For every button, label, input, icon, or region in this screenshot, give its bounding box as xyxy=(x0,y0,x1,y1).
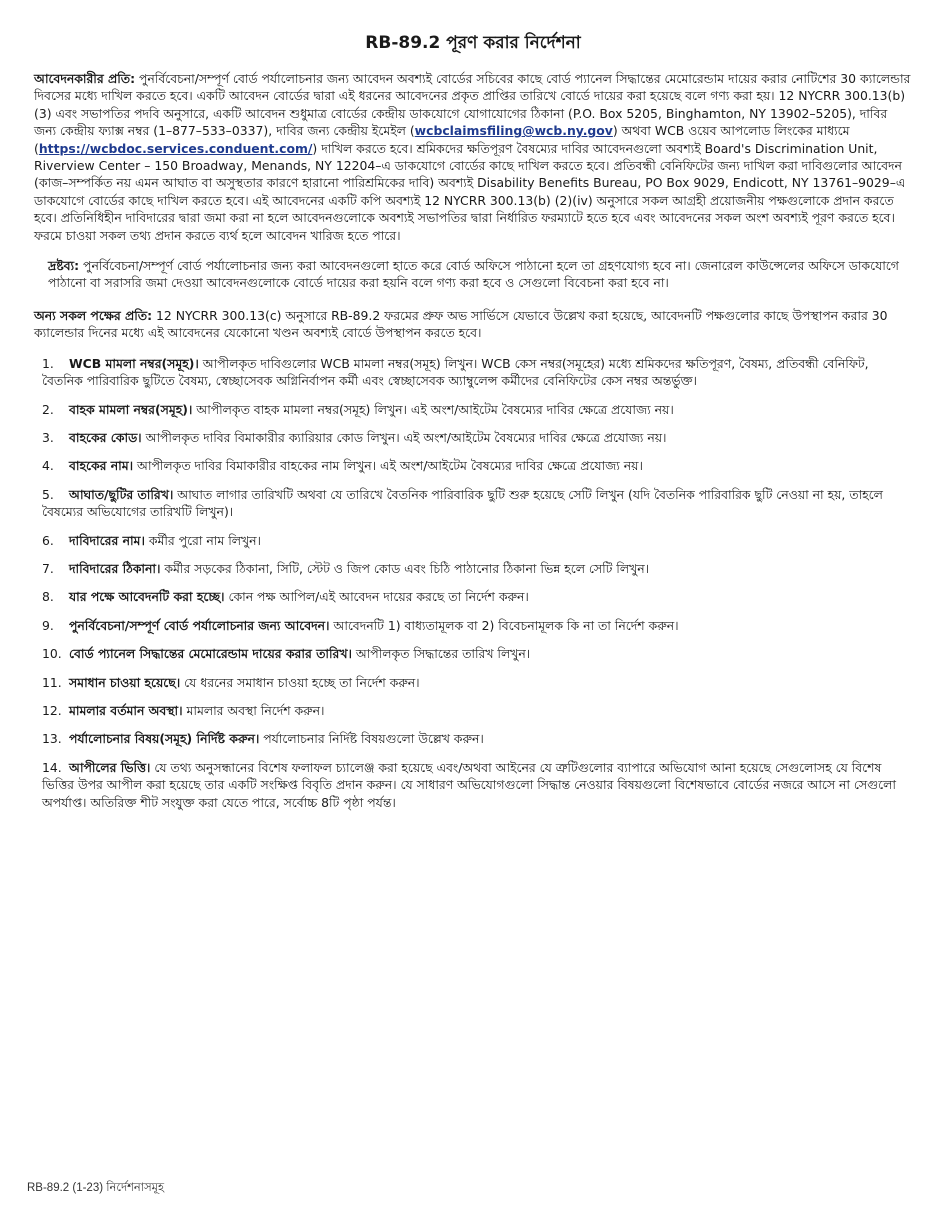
page-footer: RB-89.2 (1-23) নির্দেশনাসমূহ xyxy=(27,1182,165,1194)
list-item xyxy=(42,759,912,811)
item-text: আপীলকৃত দাবির বিমাকারীর ক্যারিয়ার কোড লিখুন। এই অংশ/আইটেম বৈষম্যের দাবির ক্ষেত্রে প্রযোজ্য নয়। xyxy=(141,429,667,445)
other-parties-paragraph xyxy=(34,307,912,342)
item-number: 7. xyxy=(42,560,54,576)
item-label: সমাধান চাওয়া হয়েছে। xyxy=(69,674,181,690)
item-number: 3. xyxy=(42,429,54,445)
list-item xyxy=(42,702,912,719)
email-link[interactable]: wcbclaimsfiling@wcb.ny.gov xyxy=(414,123,613,139)
instructions-page xyxy=(34,30,912,822)
item-text: আপীলকৃত দাবির বিমাকারীর বাহকের নাম লিখুন। এই অংশ/আইটেম বৈষম্যের দাবির ক্ষেত্রে প্রযোজ্য নয়। xyxy=(133,458,643,474)
upload-link[interactable]: https://wcbdoc.services.conduent.com/ xyxy=(38,140,313,156)
item-number: 2. xyxy=(42,401,54,417)
applicant-paragraph xyxy=(34,70,912,244)
item-number: 1. xyxy=(42,355,54,371)
item-number: 11. xyxy=(42,674,62,690)
item-label: পুনর্বিবেচনা/সম্পূর্ণ বোর্ড পর্যালোচনার জন্য আবেদন। xyxy=(69,617,330,633)
item-text: আপীলকৃত দাবিগুলোর WCB মামলা নম্বর(সমূহ) লিখুন। WCB কেস নম্বর(সমূহের) মধ্যে শ্রমিকদের ক্ষতিপূরণ, বৈষম্য, প্রতিবন্ধী বেনিফিট, বৈতনিক পারিবারিক ছুটিতে বৈষম্য, স্বেচ্ছাসেবক অগ্নিনির্বাপন কর্মী এবং স্বেচ্ছাসেবক অ্যাম্বুলেন্স কর্মীদের বেনিফিটের কেস নম্বর অন্তর্ভুক্ত। xyxy=(42,355,869,389)
list-item xyxy=(42,617,912,634)
applicant-text-b: ) অথবা WCB ওয়েব আপলোড লিংকের মাধ্যমে ( xyxy=(34,123,850,156)
note-text: পুনর্বিবেচনা/সম্পূর্ণ বোর্ড পর্যালোচনার জন্য করা আবেদনগুলো হাতে করে বোর্ড অফিসে পাঠানো হলে তা গ্রহণযোগ্য হবে না। জেনারেল কাউন্সেলের অফিসে ডাকযোগে পাঠানো বা সরাসরি জমা দেওয়া আবেদনগুলোকে বোর্ডে দায়ের করা হয়নি বলে গণ্য করা হবে ও সেগুলো বিবেচনা করা হবে না। xyxy=(48,258,899,291)
list-item xyxy=(42,429,912,446)
item-label: আঘাত/ছুটির তারিখ। xyxy=(69,486,174,502)
note-paragraph xyxy=(48,257,912,292)
list-item xyxy=(42,645,912,662)
item-number: 5. xyxy=(42,486,54,502)
item-label: দাবিদারের ঠিকানা। xyxy=(69,560,161,576)
item-label: বাহক মামলা নম্বর(সমূহ)। xyxy=(69,401,193,417)
list-item xyxy=(42,457,912,474)
page-title: RB-89.2 পূরণ করার নির্দেশনা xyxy=(365,33,581,53)
list-item xyxy=(42,674,912,691)
item-text: আপীলকৃত বাহক মামলা নম্বর(সমূহ) লিখুন। এই অংশ/আইটেম বৈষম্যের দাবির ক্ষেত্রে প্রযোজ্য নয়। xyxy=(192,401,674,417)
list-item xyxy=(42,730,912,747)
item-label: বাহকের নাম। xyxy=(69,458,134,474)
other-parties-label: অন্য সকল পক্ষের প্রতি: xyxy=(34,307,153,323)
item-text: কোন পক্ষ আপিল/এই আবেদন দায়ের করছে তা নির্দেশ করুন। xyxy=(224,589,529,605)
item-number: 13. xyxy=(42,731,62,747)
applicant-text-a: পুনর্বিবেচনা/সম্পূর্ণ বোর্ড পর্যালোচনার জন্য আবেদন অবশ্যই বোর্ডের সচিবের কাছে বোর্ড প্যানেল সিদ্ধান্তের মেমোরেন্ডাম দায়ের করার নোটিশের 30 ক্যালেন্ডার দিবসের মধ্যে দাখিল করতে হবে। একটি আবেদন বোর্ডের দ্বারা এই ধরনের আবেদনের প্রকৃত প্রাপ্তির তারিখে বোর্ডে দায়ের করা হয়েছে বলে গণ্য করা হয়। 12 NYCRR 300.13(b)(3) এবং সভাপতির পদবি অনুসারে, একটি আবেদন শুধুমাত্র বোর্ডের কেন্দ্রীয় ডাকযোগে যোগাযোগের ঠিকানা (P.O. Box 5205, Binghamton, NY 13902–5205), দাবির জন্য কেন্দ্রীয় ফ্যাক্স নম্বর (1–877–533–0337), দাবির জন্য কেন্দ্রীয় ইমেইল ( xyxy=(34,71,911,139)
item-label: বাহকের কোড। xyxy=(69,429,142,445)
item-label: বোর্ড প্যানেল সিদ্ধান্তের মেমোরেন্ডাম দায়ের করার তারিখ। xyxy=(69,646,352,662)
item-text: কর্মীর সড়কের ঠিকানা, সিটি, স্টেট ও জিপ কোড এবং চিঠি পাঠানোর ঠিকানা ভিন্ন হলে সেটি লিখুন। xyxy=(160,560,650,576)
item-number: 9. xyxy=(42,617,54,633)
item-number: 4. xyxy=(42,458,54,474)
item-label: আপীলের ভিত্তি। xyxy=(69,759,151,775)
list-item xyxy=(42,588,912,605)
item-text: মামলার অবস্থা নির্দেশ করুন। xyxy=(182,702,325,718)
list-item xyxy=(42,560,912,577)
item-text: আবেদনটি 1) বাধ্যতামূলক বা 2) বিবেচনামূলক কি না তা নির্দেশ করুন। xyxy=(329,617,679,633)
list-item xyxy=(42,532,912,549)
item-number: 6. xyxy=(42,532,54,548)
item-text: যে ধরনের সমাধান চাওয়া হচ্ছে তা নির্দেশ করুন। xyxy=(180,674,420,690)
item-label: দাবিদারের নাম। xyxy=(69,532,145,548)
instruction-list xyxy=(34,355,912,811)
item-text: যে তথ্য অনুসন্ধানের বিশেষ ফলাফল চ্যালেঞ্জ করা হয়েছে এবং/অথবা আইনের যে ত্রুটিগুলোর ব্যাপারে অভিযোগ আনা হয়েছে সেগুলোসহ যে বিশেষ ভিত্তির উপর আপীল করা হয়েছে তার একটি সংক্ষিপ্ত বিবৃতি প্রদান করুন। যে সাধারণ অভিযোগগুলো সিদ্ধান্ত নেওয়ার বিষয়গুলো বিশেষভাবে বোর্ডের নজরে আসে না সেগুলো অপর্যাপ্ত। অতিরিক্ত শীট সংযুক্ত করা যেতে পারে, সর্বোচ্চ 8টি পৃষ্ঠা পর্যন্ত। xyxy=(42,759,896,810)
item-text: আঘাত লাগার তারিখটি অথবা যে তারিখে বৈতনিক পারিবারিক ছুটি শুরু হয়েছে সেটি লিখুন (যদি বৈতনিক পারিবারিক ছুটি নেওয়া না হয়, তাহলে বৈষম্যের অভিযোগের তারিখটি লিখুন)। xyxy=(42,486,883,520)
item-number: 8. xyxy=(42,589,54,605)
item-text: কর্মীর পুরো নাম লিখুন। xyxy=(144,532,261,548)
list-item xyxy=(42,486,912,521)
list-item xyxy=(42,401,912,418)
applicant-label: আবেদনকারীর প্রতি: xyxy=(34,71,136,86)
applicant-text-c: ) দাখিল করতে হবে। শ্রমিকদের ক্ষতিপূরণ বৈষম্যের দাবির আবেদনগুলো অবশ্যই Board's Discrimination Unit, Riverview Center – 150 Broadway, Menands, NY 12204–এ ডাকযোগে বোর্ডের কাছে দাখিল করতে হবে। প্রতিবন্ধী বেনিফিটের জন্য দাখিল করা দাবিগুলোর আবেদন (কাজ–সম্পর্কিত নয় এমন আঘাত বা অসুস্থতার কারণে হারানো পারিশ্রমিকের দাবি) অবশ্যই Disability Benefits Bureau, PO Box 9029, Endicott, NY 13761–9029–এ ডাকযোগে বোর্ডের কাছে দাখিল করতে হবে। এই আবেদনের একটি কপি অবশ্যই 12 NYCRR 300.13(b) (2)(iv) অনুসারে সকল আগ্রহী প্রয়োজনীয় পক্ষগুলোকে প্রদান করতে হবে। প্রতিনিধিহীন দাবিদারের দ্বারা জমা করা না হলে আবেদনগুলোকে অবশ্যই সভাপতির দ্বারা নির্ধারিত ফরম্যাটে হতে হবে এবং আবেদনের সকল অংশ অবশ্যই পূরণ করতে হবে। ফরমে চাওয়া সকল তথ্য প্রদান করতে ব্যর্থ হলে আবেদন খারিজ হতে পারে। xyxy=(34,140,906,243)
item-label: মামলার বর্তমান অবস্থা। xyxy=(69,702,183,718)
item-text: পর্যালোচনার নির্দিষ্ট বিষয়গুলো উল্লেখ করুন। xyxy=(259,731,484,747)
item-label: WCB মামলা নম্বর(সমূহ)। xyxy=(69,355,199,371)
note-label: দ্রষ্টব্য: xyxy=(48,258,80,274)
item-number: 10. xyxy=(42,646,62,662)
item-number: 14. xyxy=(42,759,62,775)
item-label: পর্যালোচনার বিষয়(সমূহ) নির্দিষ্ট করুন। xyxy=(69,731,260,747)
list-item xyxy=(42,355,912,390)
item-text: আপীলকৃত সিদ্ধান্তের তারিখ লিখুন। xyxy=(351,646,531,662)
item-label: যার পক্ষে আবেদনটি করা হচ্ছে। xyxy=(69,589,225,605)
other-parties-text: 12 NYCRR 300.13(c) অনুসারে RB-89.2 ফরমের প্রুফ অভ সার্ভিসে যেভাবে উল্লেখ করা হয়েছে, আবেদনটি পক্ষগুলোর কাছে উপস্থাপন করার 30 ক্যালেন্ডার দিনের মধ্যে এই আবেদনের যেকোনো খণ্ডন অবশ্যই বোর্ডে উপস্থাপন করতে হবে। xyxy=(34,307,888,341)
item-number: 12. xyxy=(42,702,62,718)
